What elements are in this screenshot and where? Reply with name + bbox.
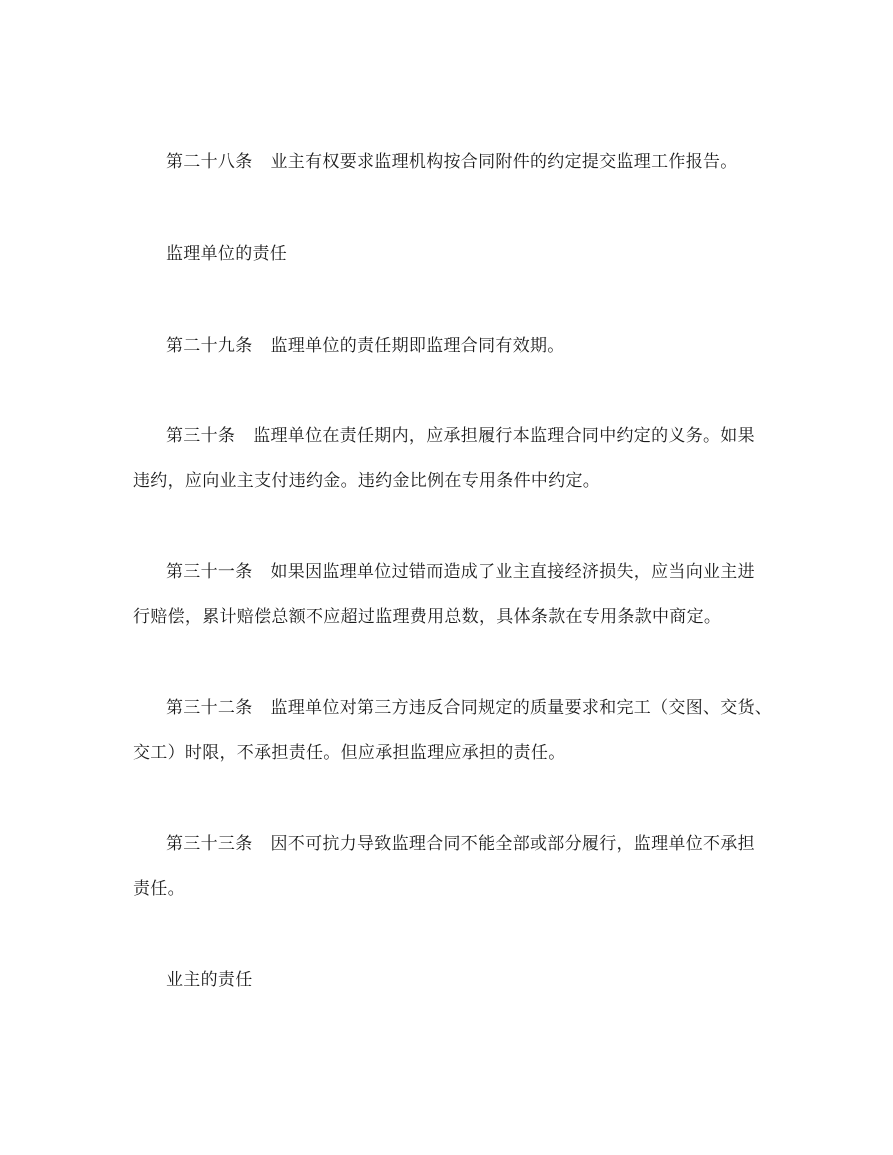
article-33-continuation: 责任。 (133, 879, 185, 899)
article-32 (166, 696, 772, 720)
article-number: 第三十二条 (166, 698, 253, 718)
article-29 (166, 334, 565, 358)
article-number: 第三十一条 (166, 562, 253, 582)
article-number: 第三十条 (166, 426, 236, 446)
article-30-continuation: 违约，应向业主支付违约金。违约金比例在专用条件中约定。 (133, 471, 601, 491)
article-number: 第二十八条 (166, 152, 253, 172)
article-text: 如果因监理单位过错而造成了业主直接经济损失，应当向业主进 (270, 562, 755, 582)
section-heading-owner-liability: 业主的责任 (166, 970, 253, 990)
article-number: 第三十三条 (166, 834, 253, 854)
section-heading-supervisor-liability: 监理单位的责任 (166, 244, 288, 264)
article-text: 监理单位对第三方违反合同规定的质量要求和完工（交图、交货、 (270, 698, 773, 718)
article-text: 因不可抗力导致监理合同不能全部或部分履行，监理单位不承担 (270, 834, 755, 854)
article-31 (166, 560, 755, 584)
article-31-continuation: 行赔偿，累计赔偿总额不应超过监理费用总数，具体条款在专用条款中商定。 (133, 607, 722, 627)
article-number: 第二十九条 (166, 336, 253, 356)
article-30 (166, 424, 755, 448)
article-text: 监理单位的责任期即监理合同有效期。 (270, 336, 565, 356)
article-32-continuation: 交工）时限，不承担责任。但应承担监理应承担的责任。 (133, 743, 566, 763)
article-28 (166, 150, 738, 174)
article-text: 业主有权要求监理机构按合同附件的约定提交监理工作报告。 (270, 152, 738, 172)
article-33 (166, 832, 755, 856)
article-text: 监理单位在责任期内，应承担履行本监理合同中约定的义务。如果 (253, 426, 755, 446)
